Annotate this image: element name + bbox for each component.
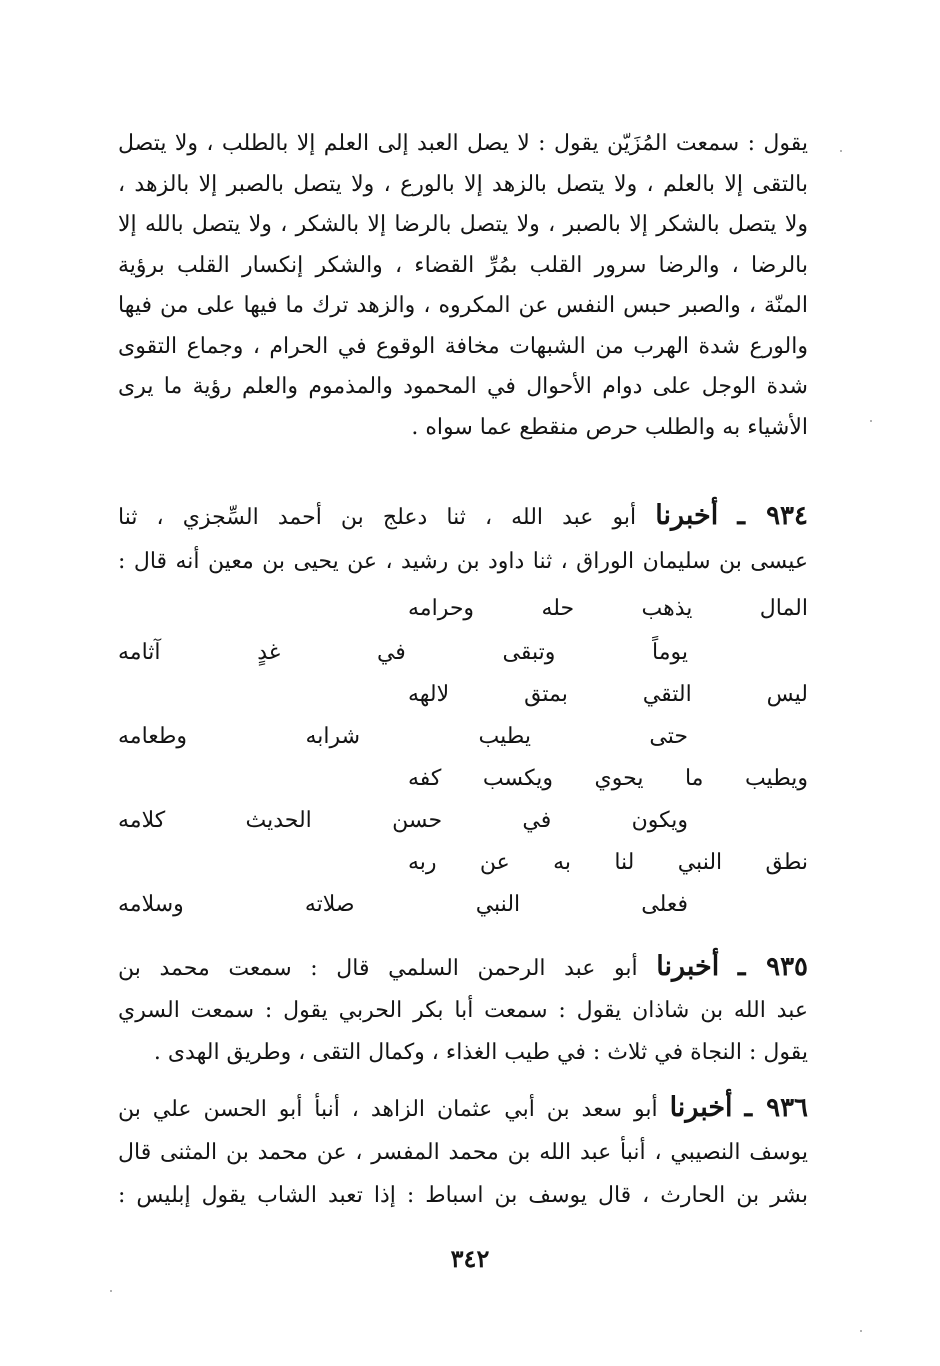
scan-speck <box>110 1290 112 1292</box>
entry-934 <box>118 494 808 584</box>
entry-line <box>118 494 808 540</box>
scan-speck <box>860 1330 862 1332</box>
paragraph-line: والورع شدة الهرب من الشبهات مخافة الوقوع في الحرام ، وجماع التقوى <box>118 333 808 359</box>
entry-line: عيسى بن سليمان الوراق ، ثنا داود بن رشيد ، عن يحيى بن معين أنه قال : <box>118 549 808 574</box>
entry-heading: أخبرنا <box>656 951 720 982</box>
entry-935 <box>118 946 808 1074</box>
verse-first-half: ليس التقي بمتق لالهه <box>408 682 808 707</box>
entry-line <box>118 946 808 990</box>
scan-speck <box>870 420 872 422</box>
verse-second-half: حتى يطيب شرابه وطعامه <box>118 724 688 749</box>
entry-line: عبد الله بن شاذان يقول : سمعت أبا بكر الحربي يقول : سمعت السري <box>118 998 808 1023</box>
entry-number: ٩٣٦ ـ <box>744 1093 808 1123</box>
paragraph-line: يقول : سمعت المُزَيّن يقول : لا يصل العبد إلى العلم إلا بالطلب ، ولا يتصل <box>118 131 808 156</box>
paragraph-line: المنّة ، والصبر حبس النفس عن المكروه ، والزهد ترك ما فيها على من فيها <box>118 293 808 318</box>
entry-text: أبو سعد بن أبي عثمان الزاهد ، أنبأ أبو الحسن علي بن <box>118 1097 658 1122</box>
entry-number: ٩٣٥ ـ <box>737 952 808 982</box>
paragraph-line: بالرضا ، والرضا سرور القلب بمُرِّ القضاء ، والشكر إنكسار القلب برؤية <box>118 252 808 278</box>
verse-first-half: نطق النبي لنا به عن ربه <box>408 850 808 875</box>
entry-936 <box>118 1086 808 1217</box>
entry-text: أبو عبد الله ، ثنا دعلج بن أحمد السِّجزي ، ثنا <box>118 505 637 530</box>
verse-first-half: ويطيب ما يحوي ويكسب كفه <box>408 766 808 791</box>
entry-heading: أخبرنا <box>655 500 719 531</box>
paragraph-line: بالتقى إلا بالعلم ، ولا يتصل بالزهد إلا بالورع ، ولا يتصل بالصبر إلا بالزهد ، <box>118 171 808 197</box>
entry-line <box>118 1086 808 1131</box>
opening-paragraph <box>118 124 808 448</box>
paragraph-line: ولا يتصل بالشكر إلا بالصبر ، ولا يتصل بالرضا إلا بالشكر ، ولا يتصل بالله إلا <box>118 212 808 237</box>
verse-first-half: المال يذهب حله وحرامه <box>408 596 808 621</box>
page-number: ٣٤٢ <box>450 1244 490 1273</box>
entry-line: يقول : النجاة في ثلاث : في طيب الغذاء ، وكمال التقى ، وطريق الهدى . <box>153 1040 808 1065</box>
paragraph-line: الأشياء به والطلب حرص منقطع عما سواه . <box>411 414 808 440</box>
verse-second-half: يوماً وتبقى في غدٍ آثامه <box>118 640 688 665</box>
entry-line: يوسف النصيبي ، أنبأ عبد الله بن محمد المفسر ، عن محمد بن المثنى قال <box>118 1140 808 1165</box>
entry-number: ٩٣٤ ـ <box>737 501 808 531</box>
entry-text: أبو عبد الرحمن السلمي قال : سمعت محمد بن <box>118 956 638 981</box>
verse-second-half: ويكون في حسن الحديث كلامه <box>118 808 688 833</box>
entry-heading: أخبرنا <box>669 1092 733 1123</box>
entry-line: بشر بن الحارث ، قال يوسف بن اسباط : إذا تعبد الشاب يقول إبليس : <box>118 1183 808 1208</box>
paragraph-line: شدة الوجل على دوام الأحوال في المحمود والمذموم والعلم رؤية ما يرى <box>118 374 808 399</box>
verse-second-half: فعلى النبي صلاته وسلامه <box>118 892 688 917</box>
scan-speck <box>840 150 842 152</box>
